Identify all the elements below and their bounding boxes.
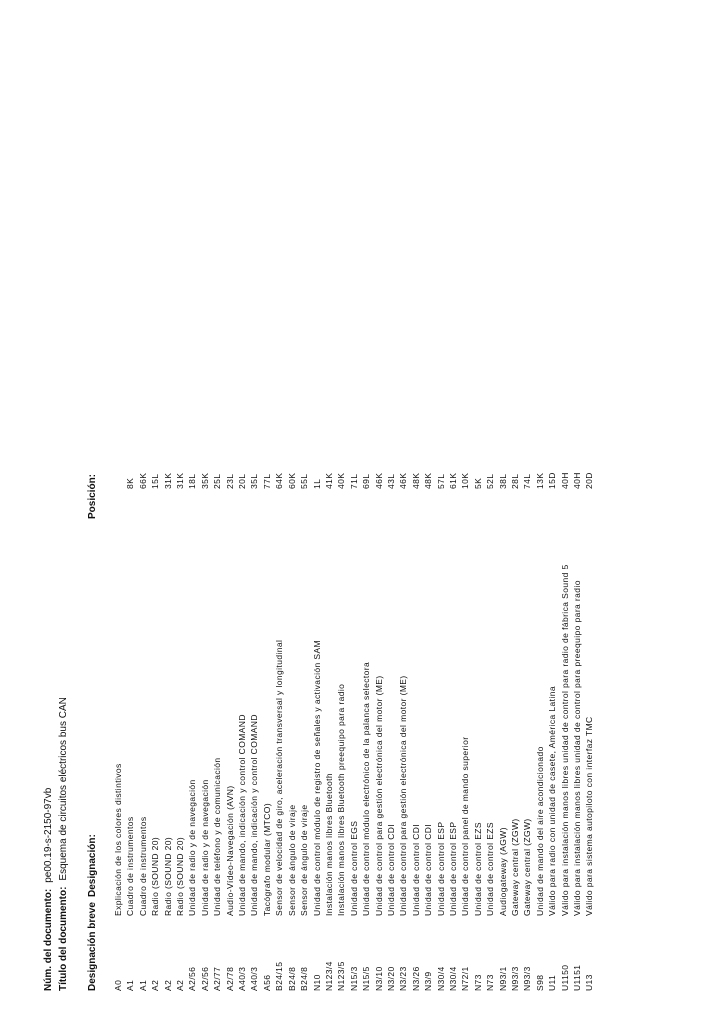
row-position: 25L	[212, 473, 223, 489]
table-row	[410, 31, 422, 991]
row-code: N93/3	[522, 966, 533, 991]
table-row	[546, 31, 558, 991]
table-row	[509, 31, 521, 991]
table-row	[360, 31, 372, 991]
row-description: Unidad de teléfono y de comunicación	[212, 757, 223, 916]
table-row	[186, 31, 198, 991]
row-description: Unidad de control ESP	[435, 821, 446, 916]
table-row	[435, 31, 447, 991]
table-row	[298, 31, 310, 991]
column-header-description: Designación:	[87, 834, 98, 897]
table-row	[459, 31, 471, 991]
row-description: Unidad de control módulo de registro de señales y activación SAM	[311, 639, 322, 916]
row-description: Cuadro de instrumentos	[125, 816, 136, 916]
row-code: U1150	[559, 964, 570, 991]
row-description: Sensor de ángulo de viraje	[299, 804, 310, 916]
row-description: Radio (SOUND 20)	[162, 836, 173, 916]
row-description: Unidad de control CDI	[423, 823, 434, 916]
row-position: 57L	[435, 473, 446, 489]
table-row	[248, 31, 260, 991]
row-position: 40H	[559, 472, 570, 489]
row-code: N30/4	[447, 966, 458, 991]
row-position: 13K	[534, 472, 545, 489]
row-position: 46K	[373, 472, 384, 489]
row-description: Unidad de radio y de navegación	[199, 779, 210, 916]
row-code: A2	[162, 979, 173, 991]
row-description: Gateway central (ZGW)	[510, 818, 520, 916]
row-code: U1151	[572, 964, 583, 991]
row-code: A2/56	[187, 966, 198, 991]
row-code: N73	[485, 974, 496, 991]
row-position: 74L	[522, 473, 533, 489]
row-description: Unidad de control EZS	[472, 822, 483, 916]
row-description: Unidad de control para gestión electrónica del motor (ME)	[373, 675, 384, 916]
row-description: Unidad de mando del aire acondicionado	[534, 746, 545, 916]
row-description: Unidad de radio y de navegación	[187, 779, 198, 916]
row-description: Tacógrafo modular (MTCO)	[261, 802, 272, 916]
row-code: N3/10	[373, 966, 384, 991]
row-code: A40/3	[249, 966, 260, 991]
row-position: 41K	[323, 472, 334, 489]
row-code: S98	[534, 974, 545, 991]
row-position: 48K	[410, 472, 421, 489]
row-description: Unidad de control CDI	[410, 823, 421, 916]
row-code: B24/15	[274, 961, 285, 991]
table-row	[273, 31, 285, 991]
table-row	[323, 31, 335, 991]
row-description: Válido para sistema autopiloto con interfaz TMC	[584, 716, 595, 916]
row-position: 8K	[125, 477, 136, 489]
row-position: 55L	[299, 473, 310, 489]
row-position: 15D	[547, 472, 558, 489]
row-position: 71L	[348, 473, 359, 489]
table-row	[236, 31, 248, 991]
row-position: 5K	[472, 477, 483, 489]
row-code: N93/1	[497, 966, 508, 991]
table-row	[149, 31, 161, 991]
row-code: A1	[125, 979, 136, 991]
table-row	[124, 31, 136, 991]
row-position: 66K	[137, 472, 148, 489]
row-description: Unidad de control EZS	[485, 822, 496, 916]
row-position: 77L	[261, 473, 272, 489]
table-row	[137, 31, 149, 991]
row-description: Unidad de control EGS	[348, 820, 359, 916]
row-position: 40H	[572, 472, 583, 489]
row-code: B24/8	[299, 966, 310, 991]
row-code: A2/77	[212, 966, 223, 991]
row-position: 64K	[274, 472, 285, 489]
column-header-designation: Designación breve	[87, 902, 98, 991]
table-row	[385, 31, 397, 991]
row-position: 28L	[510, 473, 520, 489]
table-row	[472, 31, 484, 991]
row-description: Radio (SOUND 20)	[175, 836, 186, 916]
row-code: N3/9	[423, 971, 434, 991]
doc-number-label: Núm. del documento:	[43, 888, 54, 991]
component-table	[112, 31, 596, 991]
row-code: U13	[584, 974, 595, 991]
row-description: Sensor de ángulo de viraje	[286, 804, 297, 916]
row-description: Unidad de control CDI	[385, 823, 396, 916]
table-row	[261, 31, 273, 991]
row-position: 23L	[224, 473, 235, 489]
table-row	[199, 31, 211, 991]
row-code: A2	[150, 979, 161, 991]
row-code: A1	[137, 979, 148, 991]
row-position: 35K	[199, 472, 210, 489]
row-position: 60K	[286, 472, 297, 489]
row-code: N73	[472, 974, 483, 991]
row-code: N15/5	[361, 966, 372, 991]
row-code: U11	[547, 974, 558, 991]
row-position: 10K	[460, 472, 471, 489]
row-code: A56	[261, 974, 272, 991]
doc-number-value: pe00.19-s-2150-97vb	[43, 787, 54, 883]
row-position: 61K	[447, 472, 458, 489]
row-position: 43L	[385, 473, 396, 489]
row-code: N123/4	[323, 961, 334, 991]
table-row	[397, 31, 409, 991]
row-description: Válido para instalación manos libres unidad de control para preequipo para radio	[572, 580, 583, 916]
row-code: N3/23	[398, 966, 409, 991]
table-row	[286, 31, 298, 991]
row-position: 69L	[361, 473, 372, 489]
row-position: 31K	[162, 472, 173, 489]
column-header-row	[87, 31, 101, 991]
row-position: 1L	[311, 478, 322, 489]
doc-title-line	[58, 697, 69, 991]
row-code: N123/5	[336, 961, 347, 991]
table-row	[311, 31, 323, 991]
row-position: 48K	[423, 472, 434, 489]
row-description: Unidad de control ESP	[447, 821, 458, 916]
row-description: Unidad de mando, indicación y control COMAND	[237, 714, 248, 916]
row-description: Instalación manos libres Bluetooth preequipo para radio	[336, 683, 347, 916]
row-description: Válido para instalación manos libres unidad de control para radio de fábrica Sound 5	[559, 564, 570, 916]
doc-title-value: Esquema de circuitos eléctricos bus CAN	[58, 697, 69, 881]
row-position: 35L	[249, 473, 260, 489]
row-position: 52L	[485, 473, 496, 489]
row-description: Válido para radio con unidad de casete, América Latina	[547, 686, 558, 916]
row-description: Unidad de mando, indicación y control COMAND	[249, 714, 260, 916]
table-row	[559, 31, 571, 991]
row-code: N72/1	[460, 966, 471, 991]
table-row	[484, 31, 496, 991]
row-code: N3/20	[385, 966, 396, 991]
row-code: N30/4	[435, 966, 446, 991]
table-row	[373, 31, 385, 991]
table-row	[583, 31, 595, 991]
row-code: A2/78	[224, 966, 235, 991]
row-position: 46K	[398, 472, 409, 489]
row-description: Sensor de velocidad de giro, aceleración transversal y longitudinal	[274, 639, 285, 916]
table-row	[422, 31, 434, 991]
row-code: N93/3	[510, 966, 520, 991]
row-code: N10	[311, 974, 322, 991]
row-code: N3/26	[410, 966, 421, 991]
row-position: 20L	[237, 473, 248, 489]
row-description: Gateway central (ZGW)	[522, 818, 533, 916]
table-row	[497, 31, 509, 991]
row-description: Unidad de control para gestión electrónica del motor (ME)	[398, 675, 409, 916]
row-description: Explicación de los colores distintivos	[113, 763, 123, 916]
row-description: Radio (SOUND 20)	[150, 836, 161, 916]
table-row	[348, 31, 360, 991]
row-description: Cuadro de instrumentos	[137, 816, 148, 916]
row-position: 15L	[150, 473, 161, 489]
row-position: 40K	[336, 472, 347, 489]
row-description: Audiogateway (AGW)	[497, 827, 508, 916]
row-position: 38L	[497, 473, 508, 489]
doc-number-line	[43, 788, 54, 991]
row-position: 18L	[187, 473, 198, 489]
row-description: Audio-Vídeo-Navegación (AVN)	[224, 785, 235, 916]
row-code: A2/56	[199, 966, 210, 991]
table-row	[447, 31, 459, 991]
doc-title-label: Título del documento:	[58, 886, 69, 991]
row-description: Unidad de control módulo electrónico de la palanca selectora	[361, 661, 372, 916]
row-code: B24/8	[286, 966, 297, 991]
table-row	[211, 31, 223, 991]
row-position: 31K	[175, 472, 186, 489]
table-row	[112, 31, 124, 991]
table-row	[521, 31, 533, 991]
column-header-position: Posición:	[87, 473, 98, 519]
row-position: 20D	[584, 472, 595, 489]
row-description: Unidad de control panel de mando superior	[460, 736, 471, 916]
row-code: A2	[175, 979, 186, 991]
row-code: A0	[113, 979, 123, 991]
row-code: N15/3	[348, 966, 359, 991]
table-row	[534, 31, 546, 991]
row-code: A40/3	[237, 966, 248, 991]
table-row	[224, 31, 236, 991]
row-description: Instalación manos libres Bluetooth	[323, 772, 334, 916]
table-row	[174, 31, 186, 991]
table-row	[571, 31, 583, 991]
table-row	[162, 31, 174, 991]
table-row	[335, 31, 347, 991]
